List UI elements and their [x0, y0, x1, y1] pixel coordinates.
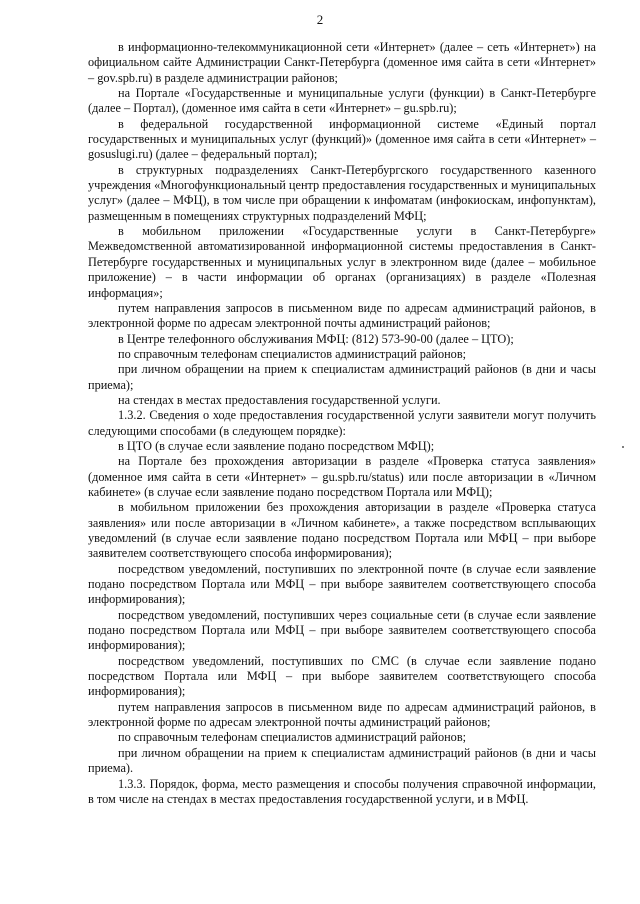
paragraph: путем направления запросов в письменном виде по адресам администраций районов, в электронной форме по адресам электронной почты администраций районов;: [88, 699, 596, 730]
paragraph: в мобильном приложении «Государственные услуги в Санкт-Петербурге» Межведомственной автоматизированной информационной системы предоставления в Санкт-Петербурге государственных и муниципальных услуг в электронном виде (далее – мобильное приложение) – в части информации об органах (организациях) в разделе «Полезная информация»;: [88, 224, 596, 300]
paragraph: в ЦТО (в случае если заявление подано посредством МФЦ);: [118, 438, 435, 453]
page-number: 2: [316, 12, 324, 27]
section-paragraph: 1.3.2. Сведения о ходе предоставления государственной услуги заявители могут получить следующими способами (в следующем порядке):: [88, 408, 596, 438]
paragraph: на Портале «Государственные и муниципальные услуги (функции) в Санкт-Петербурге (далее – Портал), (доменное имя сайта в сети «Интернет» – gu.spb.ru);: [88, 86, 596, 116]
paragraph: в федеральной государственной информационной системе «Единый портал государственных и муниципальных услуг (функций)» (доменное имя сайта в сети «Интернет» – gosuslugi.ru) (далее – федеральный портал);: [88, 116, 596, 162]
scan-speck: [622, 446, 624, 448]
paragraph: при личном обращении на прием к специалистам администраций районов (в дни и часы приема).: [88, 745, 596, 776]
section-paragraph: 1.3.3. Порядок, форма, место размещения и способы получения справочной информации, в том числе на стендах в местах предоставления государственной услуги, и в МФЦ.: [88, 776, 596, 806]
paragraph: по справочным телефонам специалистов администраций районов;: [118, 730, 467, 745]
paragraph: в информационно-телекоммуникационной сети «Интернет» (далее – сеть «Интернет») на официальном сайте Администрации Санкт-Петербурга (доменное имя сайта в сети «Интернет» – gov.spb.ru) в разделе администрации районов;: [88, 40, 596, 85]
paragraph: при личном обращении на прием к специалистам администраций районов (в дни и часы приема);: [88, 362, 596, 392]
paragraph: в мобильном приложении без прохождения авторизации в разделе «Проверка статуса заявления» или после авторизации в «Личном кабинете», а также посредством всплывающих уведомлений (в случае если заявление подано посредством Портала или МФЦ – при выборе заявителем соответствующего способа информирования);: [88, 500, 596, 561]
paragraph: путем направления запросов в письменном виде по адресам администраций районов, в электронной форме по адресам электронной почты администраций районов;: [88, 300, 596, 331]
paragraph: посредством уведомлений, поступивших по электронной почте (в случае если заявление подано посредством Портала или МФЦ – при выборе заявителем соответствующего способа информирования);: [88, 561, 596, 607]
paragraph: в Центре телефонного обслуживания МФЦ: (812) 573-90-00 (далее – ЦТО);: [118, 331, 514, 346]
paragraph: на Портале без прохождения авторизации в разделе «Проверка статуса заявления» (доменное имя сайта в сети «Интернет» – gu.spb.ru/status) или после авторизации в «Личном кабинете» (в случае если заявление подано посредством Портала или МФЦ);: [88, 454, 596, 499]
paragraph: посредством уведомлений, поступивших по СМС (в случае если заявление подано посредством Портала или МФЦ – при выборе заявителем соответствующего способа информирования);: [88, 653, 596, 699]
document-body: [88, 40, 596, 807]
paragraph: посредством уведомлений, поступивших через социальные сети (в случае если заявление подано посредством Портала или МФЦ – при выборе заявителем соответствующего способа информирования);: [88, 607, 596, 653]
paragraph: в структурных подразделениях Санкт-Петербургского государственного казенного учреждения «Многофункциональный центр предоставления государственных и муниципальных услуг» (далее – МФЦ), в том числе при обращении к инфоматам (инфокиоскам, инфопунктам), размещенным в помещениях структурных подразделений МФЦ;: [88, 162, 596, 223]
paragraph: по справочным телефонам специалистов администраций районов;: [118, 346, 467, 361]
paragraph: на стендах в местах предоставления государственной услуги.: [118, 392, 441, 407]
